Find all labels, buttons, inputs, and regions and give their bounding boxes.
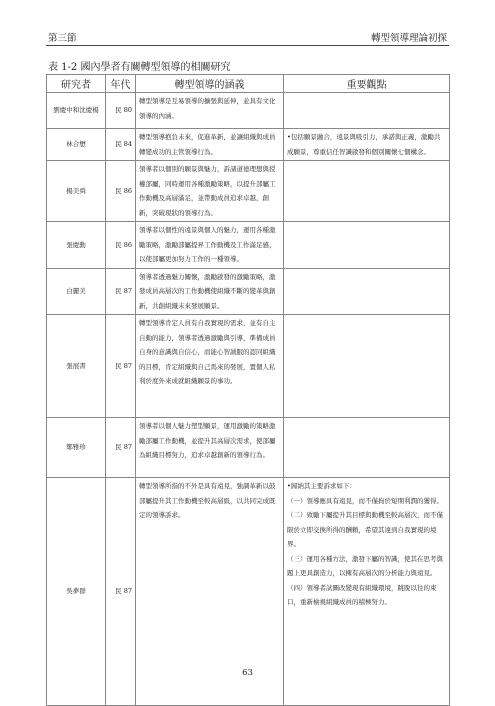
column-header-views: 重要觀點 bbox=[284, 75, 450, 93]
researcher-cell: 張慶勳 bbox=[47, 222, 106, 269]
table-row bbox=[47, 129, 450, 161]
column-header-year: 年代 bbox=[106, 75, 136, 93]
view-item: •歸納其主要訴求如下： bbox=[287, 482, 356, 490]
definition-cell bbox=[136, 93, 284, 129]
definition-cell bbox=[136, 268, 284, 315]
views-cell bbox=[284, 268, 450, 315]
definition-text: 轉型領導所指的不外是具有遠見，強調革新以鼓部屬提升其工作動機至較高層級，以共同完成既定的領導訴求。 bbox=[139, 482, 276, 519]
year-cell: 民 87 bbox=[106, 268, 136, 315]
table-row bbox=[47, 315, 450, 418]
definition-text: 領導者以個別的願景與魅力，訴諸道德理想與授權部屬，同時運用各種激勵策略，以提升部屬工作動機及高層滿足，並帶動成員追求卓越，創新，突破現狀的領導行為。 bbox=[139, 165, 276, 217]
definition-cell bbox=[136, 418, 284, 478]
table-row bbox=[47, 418, 450, 478]
table-row bbox=[47, 93, 450, 129]
table-header-row bbox=[47, 75, 450, 93]
definition-text: 轉型領導抱負未來，促進革新，並讓組織與成員轉變成功的主管領導行為。 bbox=[139, 133, 276, 156]
definition-text: 領導者透過魅力關懷，激勵啟發的激勵策略，激發成員高層次的工作動機使組織不斷的變革與創新，共創組織未來發展願景。 bbox=[139, 272, 276, 310]
definition-cell bbox=[136, 222, 284, 269]
definition-text: 轉型領導肯定人員有自我實現的需求，並有自主自動的能力，領導者透過激勵與引導，準備成員自身的意識與自信心，而能心智誠服的認同組織的目標，肯定組織與自己馬來的發展，置個人私利於度外來成就組織願景的事功。 bbox=[139, 319, 276, 385]
researcher-cell: 吳夢群 bbox=[47, 478, 106, 706]
page-number: 63 bbox=[242, 668, 253, 678]
year-cell: 民 86 bbox=[106, 161, 136, 222]
views-cell bbox=[284, 315, 450, 418]
researcher-cell: 白麗美 bbox=[47, 268, 106, 315]
view-item: （二）致勵下屬提升其目標與動機至較高層次，而不僅限於立即交換所得的酬賴，希望其達到自我實現的境界。 bbox=[287, 511, 443, 548]
table-caption: 表 1-2 國內學者有關轉型領導的相關研究 bbox=[48, 62, 231, 73]
table-row bbox=[47, 222, 450, 269]
year-cell: 民 87 bbox=[106, 315, 136, 418]
researcher-cell: 楊美舜 bbox=[47, 161, 106, 222]
year-cell: 民 87 bbox=[106, 418, 136, 478]
definition-text: 領導者以個人魅力塑型願景，運用激勵的策略激勵部屬工作動機，並提升其高層次需求，使部屬為組織目標努力，追求卓越創新的領導行為。 bbox=[139, 422, 276, 459]
definition-cell bbox=[136, 315, 284, 418]
running-header-section: 第三節 bbox=[48, 33, 77, 44]
column-header-researcher: 研究者 bbox=[47, 75, 106, 93]
definition-cell bbox=[136, 161, 284, 222]
running-header-title: 轉型領導理論初探 bbox=[370, 33, 447, 44]
view-item: （四）領導者試圖改變現有組織環境，跳脫以往的束口，重新檢視組織成員的積極努力。 bbox=[287, 583, 437, 606]
year-cell: 民 80 bbox=[106, 93, 136, 129]
researcher-cell: 鄭雅珍 bbox=[47, 418, 106, 478]
header-rule bbox=[46, 45, 449, 46]
view-item: （三）運用各種方法，激發下屬的智識，使其在思考與題上更具創造力，以擁有高層次的分析能力與遠見。 bbox=[287, 554, 443, 577]
research-table bbox=[46, 74, 450, 706]
views-cell bbox=[284, 222, 450, 269]
view-item: （一）領導應具有遠見，而不僅拘於短期利潤的獲得。 bbox=[287, 496, 443, 505]
views-cell bbox=[284, 129, 450, 161]
table-row bbox=[47, 268, 450, 315]
definition-cell bbox=[136, 129, 284, 161]
definition-text: 領導者以個性的遠景與個人的魅力，運用各種激勵策略，激勵部屬提昇工作動機及工作滿足感，以使部屬更加努力工作的一種領導。 bbox=[139, 226, 276, 263]
year-cell: 民 84 bbox=[106, 129, 136, 161]
views-cell bbox=[284, 93, 450, 129]
definition-text: 轉型領導是互易領導的擴張與延伸，並具有文化領導的內涵。 bbox=[139, 97, 276, 120]
researcher-cell: 劉慶中和沈慶楊 bbox=[47, 93, 106, 129]
view-item: •包括願景融合，遠景與吸引力，承諾與正義，激勵共成願景，尊重信任智識啟發和個別關懷七個構念。 bbox=[287, 133, 441, 156]
views-cell bbox=[284, 161, 450, 222]
views-cell bbox=[284, 418, 450, 478]
researcher-cell: 林合懋 bbox=[47, 129, 106, 161]
year-cell: 民 87 bbox=[106, 478, 136, 706]
researcher-cell: 張展書 bbox=[47, 315, 106, 418]
table-row bbox=[47, 161, 450, 222]
column-header-definition: 轉型領導的涵義 bbox=[136, 75, 284, 93]
year-cell: 民 86 bbox=[106, 222, 136, 269]
